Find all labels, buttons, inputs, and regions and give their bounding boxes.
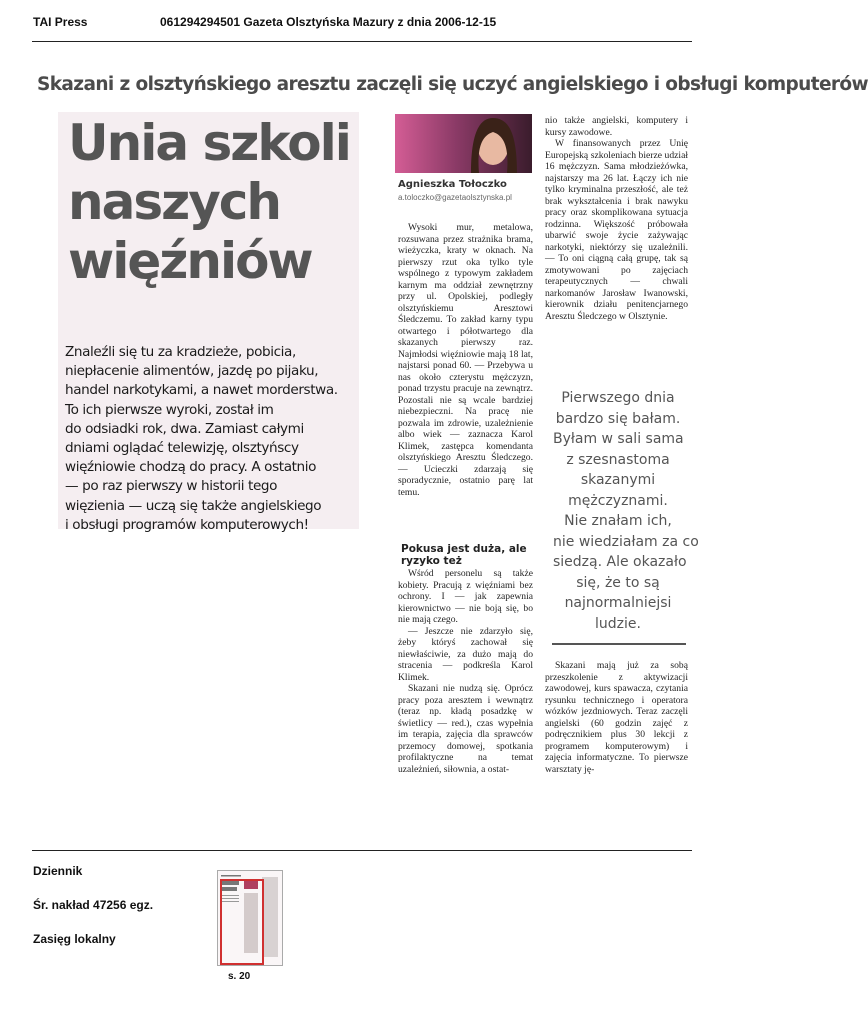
author-name: Agnieszka Tołoczko bbox=[398, 179, 507, 190]
lede-line: niepłacenie alimentów, jazdę po pijaku, bbox=[65, 363, 319, 380]
source-label: TAI Press bbox=[33, 15, 88, 29]
body-paragraph: W finansowanych przez Unię Europejską szkoleniach bierze udział 16 mężczyzn. Sama młodzieżówka, najstarszy ma 26 lat. Łączy ich nie tylko kryminalna przeszłość, ale też brak wykształcenia i brak nawyku pracy oraz skomplikowana sytuacja rodzinna. Większość próbowała ubarwić swoje życie zażywając narkotyki, niektórzy się uzależnili. — To oni ciągną całą grupę, tak są zmotywowani po zajęciach terapeutycznych — chwali narkomanów Jarosław Iwanowski, kierownik działu penitencjarnego Aresztu Śledczego w Olsztynie. bbox=[545, 138, 688, 322]
lede-line: i obsługi programów komputerowych! bbox=[65, 516, 309, 533]
clipping-reference: 061294294501 Gazeta Olsztyńska Mazury z dnia 2006-12-15 bbox=[160, 15, 497, 29]
quote-line: mężczyznami. bbox=[568, 492, 668, 509]
header-divider bbox=[32, 41, 692, 42]
quote-line: najnormalniejsi bbox=[564, 595, 672, 611]
footer-divider bbox=[32, 850, 692, 851]
quote-divider bbox=[552, 643, 686, 645]
body-column-2-continued bbox=[545, 660, 688, 775]
quote-line: Nie znałam ich, bbox=[564, 513, 672, 529]
body-paragraph: — Jeszcze nie zdarzyło się, żeby któryś zachował się niewłaściwie, za dużo mają do stracenia — podkreśla Karol Klimek. bbox=[398, 625, 533, 683]
pull-quote bbox=[553, 388, 699, 634]
body-paragraph: Skazani nie nudzą się. Oprócz pracy poza aresztem i wewnątrz (teraz np. kładą posadzkę w świetlicy — red.), czas wypełnia im terapia, zajęcia dla sprawców przemocy domowej, spotkania profilaktyczne na temat uzależnień, siłownia, a ostat- bbox=[398, 683, 533, 775]
thumbnail-highlight bbox=[220, 879, 264, 965]
body-paragraph: Wśród personelu są także kobiety. Pracują z więźniami bez ochrony. I — jak zapewnia kierownictwo — nie boją się, bo nie mają czego. bbox=[398, 568, 533, 625]
lede-line: handel narkotykami, a nawet morderstwa. bbox=[65, 382, 338, 399]
circulation: Śr. nakład 47256 egz. bbox=[33, 898, 154, 912]
lede-line: więzienia — uczą się także angielskiego bbox=[65, 497, 322, 514]
headline-line: naszych bbox=[68, 173, 281, 231]
author-photo bbox=[395, 114, 532, 173]
lede-line: To ich pierwsze wyroki, został im bbox=[65, 401, 274, 418]
body-paragraph: Wysoki mur, metalowa, rozsuwana przez strażnika brama, wieżyczka, kraty w oknach. Na pierwszy rzut oka tylko tyle wspólnego z typowym zakładem karnym ma oddział zewnętrzny przy ul. Opolskiej, podległy olsztyńskiemu Aresztowi Śledczemu. To zakład karny typu otwartego i półotwartego dla skazanych pierwszy raz. Najmłodsi więźniowie mają 18 lat, najstarsi ponad 60. — Przebywa u nas około czterystu mężczyzn, ponad trzystu pracuje na zewnątrz. Pozostali nie są wcale bardziej niebezpieczni. Na pracę nie pozwala im zdrowie, uzależnienie albo wiek — zaznacza Karol Klimek, zastępca komendanta olsztyńskiego Aresztu Śledczego. — Ucieczki zdarzają się sporadycznie, ostatnio parę lat temu. bbox=[398, 222, 533, 498]
article-kicker: Skazani z olsztyńskiego aresztu zaczęli się uczyć angielskiego i obsługi komputerów bbox=[37, 74, 868, 95]
quote-line: Pierwszego dnia bbox=[561, 390, 675, 406]
publication-type: Dziennik bbox=[33, 864, 83, 878]
author-email: a.toloczko@gazetaolsztynska.pl bbox=[398, 193, 512, 202]
body-column-2 bbox=[545, 115, 688, 322]
body-paragraph: Skazani mają już za sobą przeszkolenie z aktywizacji zawodowej, kurs spawacza, czytania rysunku technicznego i operatora wózków jezdniowych. Teraz zaczęli angielski (60 godzin zajęć z podręcznikiem plus 30 lekcji z programem komputerowym) i zajęcia informatyczne. To pierwsze warsztaty ję- bbox=[545, 660, 688, 775]
quote-line: siedzą. Ale okazało bbox=[553, 554, 687, 570]
page-thumbnail[interactable] bbox=[217, 870, 283, 966]
quote-line: ludzie. bbox=[595, 615, 641, 632]
quote-line: z szesnastoma bbox=[566, 451, 670, 468]
lede-line: więźniowie chodzą do pracy. A ostatnio bbox=[65, 459, 317, 476]
quote-line: bardzo się bałam. bbox=[555, 410, 681, 427]
quote-line: się, że to są bbox=[576, 574, 660, 591]
body-column-1 bbox=[398, 222, 533, 498]
lede-line: do odsiadki rok, dwa. Zamiast całymi bbox=[65, 420, 304, 437]
headline-line: więźniów bbox=[68, 232, 312, 290]
quote-line: Byłam w sali sama bbox=[553, 431, 684, 447]
quote-line: skazanymi bbox=[580, 472, 656, 488]
distribution-range: Zasięg lokalny bbox=[33, 932, 116, 946]
page-number: s. 20 bbox=[228, 971, 251, 982]
body-column-1-continued bbox=[398, 568, 533, 775]
article-subhead: Pokusa jest duża, ale ryzyko też bbox=[401, 543, 527, 567]
body-paragraph: nio także angielski, komputery i kursy zawodowe. bbox=[545, 115, 688, 138]
lede-line: Znaleźli się tu za kradzieże, pobicia, bbox=[65, 344, 296, 360]
quote-line: nie wiedziałam za co bbox=[553, 533, 699, 550]
headline-line: Unia szkoli bbox=[68, 114, 350, 172]
lede-line: dniami oglądać telewizję, olsztyńscy bbox=[65, 440, 299, 457]
lede-line: — po raz pierwszy w historii tego bbox=[65, 478, 278, 495]
article-lede bbox=[65, 343, 360, 535]
article-headline bbox=[68, 114, 358, 291]
